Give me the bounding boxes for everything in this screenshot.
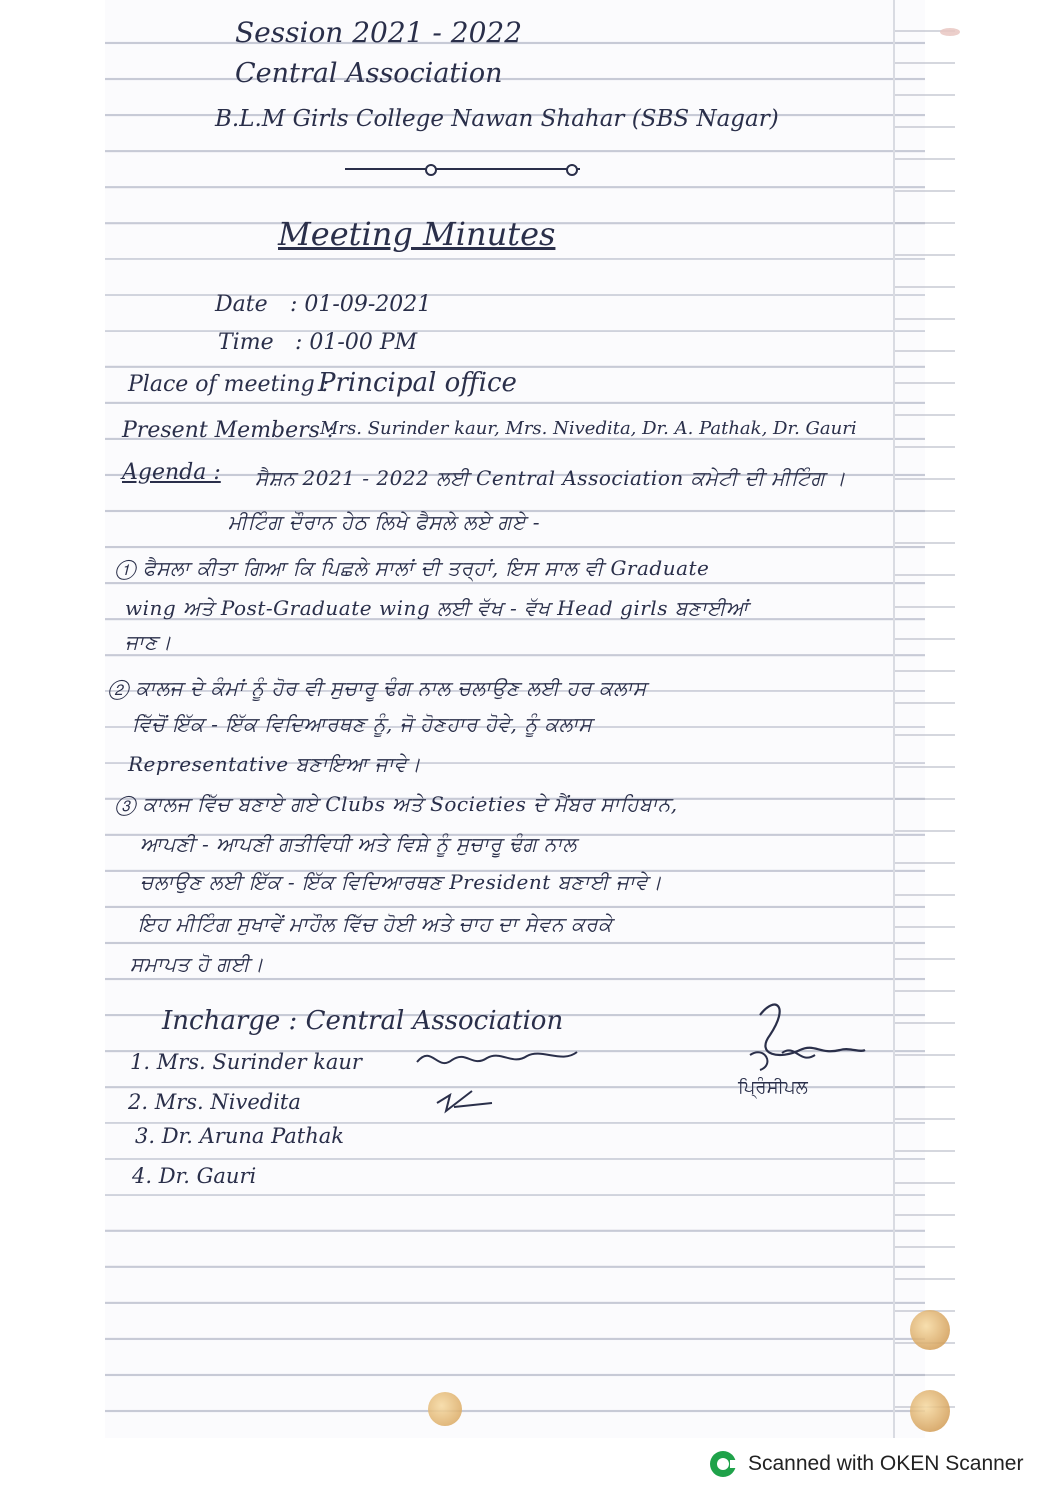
agenda-line: ਵਿੱਚੋਂ ਇੱਕ - ਇੱਕ ਵਿਦਿਆਰਥਣ ਨੂੰ, ਜੋ ਹੋਣਹਾਰ ਹੋਵੇ, ਨੂੰ ਕਲਾਸ [132, 712, 593, 736]
scanner-footer [708, 1448, 1023, 1480]
agenda-line: ਸੈਸ਼ਨ 2021 - 2022 ਲਈ Central Association ਕਮੇਟੀ ਦੀ ਮੀਟਿੰਗ । [255, 466, 846, 490]
agenda-label: Agenda : [122, 460, 221, 485]
divider-ornament [566, 164, 578, 176]
principal-caption: ਪ੍ਰਿੰਸੀਪਲ [738, 1077, 808, 1098]
agenda-line: ਜਾਣ। [125, 630, 172, 654]
agenda-line: ਆਪਣੀ - ਆਪਣੀ ਗਤੀਵਿਧੀ ਅਤੇ ਵਿਸ਼ੇ ਨੂੰ ਸੁਚਾਰੂ ਢੰਗ ਨਾਲ [140, 832, 577, 856]
document-title: Meeting Minutes [278, 215, 556, 253]
agenda-line: ② ਕਾਲਜ ਦੇ ਕੰਮਾਂ ਨੂੰ ਹੋਰ ਵੀ ਸੁਚਾਰੂ ਢੰਗ ਨਾਲ ਚਲਾਉਣ ਲਈ ਹਰ ਕਲਾਸ [108, 676, 647, 700]
members-label: Present Members : [122, 418, 335, 443]
surinder-signature [412, 1042, 582, 1074]
agenda-line: ਇਹ ਮੀਟਿੰਗ ਸੁਖਾਵੇਂ ਮਾਹੌਲ ਵਿੱਚ ਹੋਈ ਅਤੇ ਚਾਹ ਦਾ ਸੇਵਨ ਕਰਕੇ [138, 912, 613, 936]
date-value: : 01-09-2021 [290, 292, 432, 317]
association-heading: Central Association [235, 58, 503, 89]
agenda-line: ਸਮਾਪਤ ਹੋ ਗਈ। [130, 952, 264, 976]
agenda-line: ਚਲਾਉਣ ਲਈ ਇੱਕ - ਇੱਕ ਵਿਦਿਆਰਥਣ President ਬਣਾਈ ਜਾਵੇ। [140, 870, 663, 894]
principal-signature [720, 995, 870, 1105]
scan-artifact [940, 28, 960, 36]
date-label: Date [215, 292, 268, 317]
nivedita-signature [432, 1085, 502, 1115]
heading-divider [345, 168, 580, 170]
scanner-text: Scanned with OKEN Scanner [748, 1452, 1024, 1475]
incharge-member: 3. Dr. Aruna Pathak [135, 1124, 344, 1148]
scan-artifact [910, 1390, 950, 1432]
session-heading: Session 2021 - 2022 [235, 16, 523, 49]
scan-artifact [428, 1392, 462, 1426]
incharge-member: 1. Mrs. Surinder kaur [130, 1050, 362, 1074]
place-value: Principal office [318, 368, 517, 398]
next-page-edge [895, 0, 955, 1438]
incharge-heading: Incharge : Central Association [162, 1006, 564, 1036]
time-value: : 01-00 PM [295, 330, 418, 355]
time-label: Time [218, 330, 274, 355]
agenda-line: ① ਫੈਸਲਾ ਕੀਤਾ ਗਿਆ ਕਿ ਪਿਛਲੇ ਸਾਲਾਂ ਦੀ ਤਰ੍ਹਾਂ, ਇਸ ਸਾਲ ਵੀ Graduate [115, 556, 710, 580]
members-value: Mrs. Surinder kaur, Mrs. Nivedita, Dr. A. Pathak, Dr. Gauri [320, 418, 857, 439]
divider-ornament [425, 164, 437, 176]
scan-artifact [910, 1310, 950, 1350]
college-heading: B.L.M Girls College Nawan Shahar (SBS Nagar) [215, 106, 779, 132]
agenda-line: wing ਅਤੇ Post-Graduate wing ਲਈ ਵੱਖ - ਵੱਖ Head girls ਬਣਾਈਆਂ [125, 596, 749, 620]
page-fold [893, 0, 895, 1438]
oken-logo-icon [708, 1449, 738, 1479]
place-label: Place of meeting : [128, 372, 330, 397]
incharge-member: 4. Dr. Gauri [132, 1164, 257, 1188]
agenda-line: Representative ਬਣਾਇਆ ਜਾਵੇ। [128, 752, 421, 776]
incharge-member: 2. Mrs. Nivedita [128, 1090, 301, 1114]
agenda-line: ਮੀਟਿੰਗ ਦੌਰਾਨ ਹੇਠ ਲਿਖੇ ਫੈਸਲੇ ਲਏ ਗਏ - [228, 510, 540, 534]
agenda-line: ③ ਕਾਲਜ ਵਿੱਚ ਬਣਾਏ ਗਏ Clubs ਅਤੇ Societies ਦੇ ਮੈਂਬਰ ਸਾਹਿਬਾਨ, [115, 792, 678, 816]
